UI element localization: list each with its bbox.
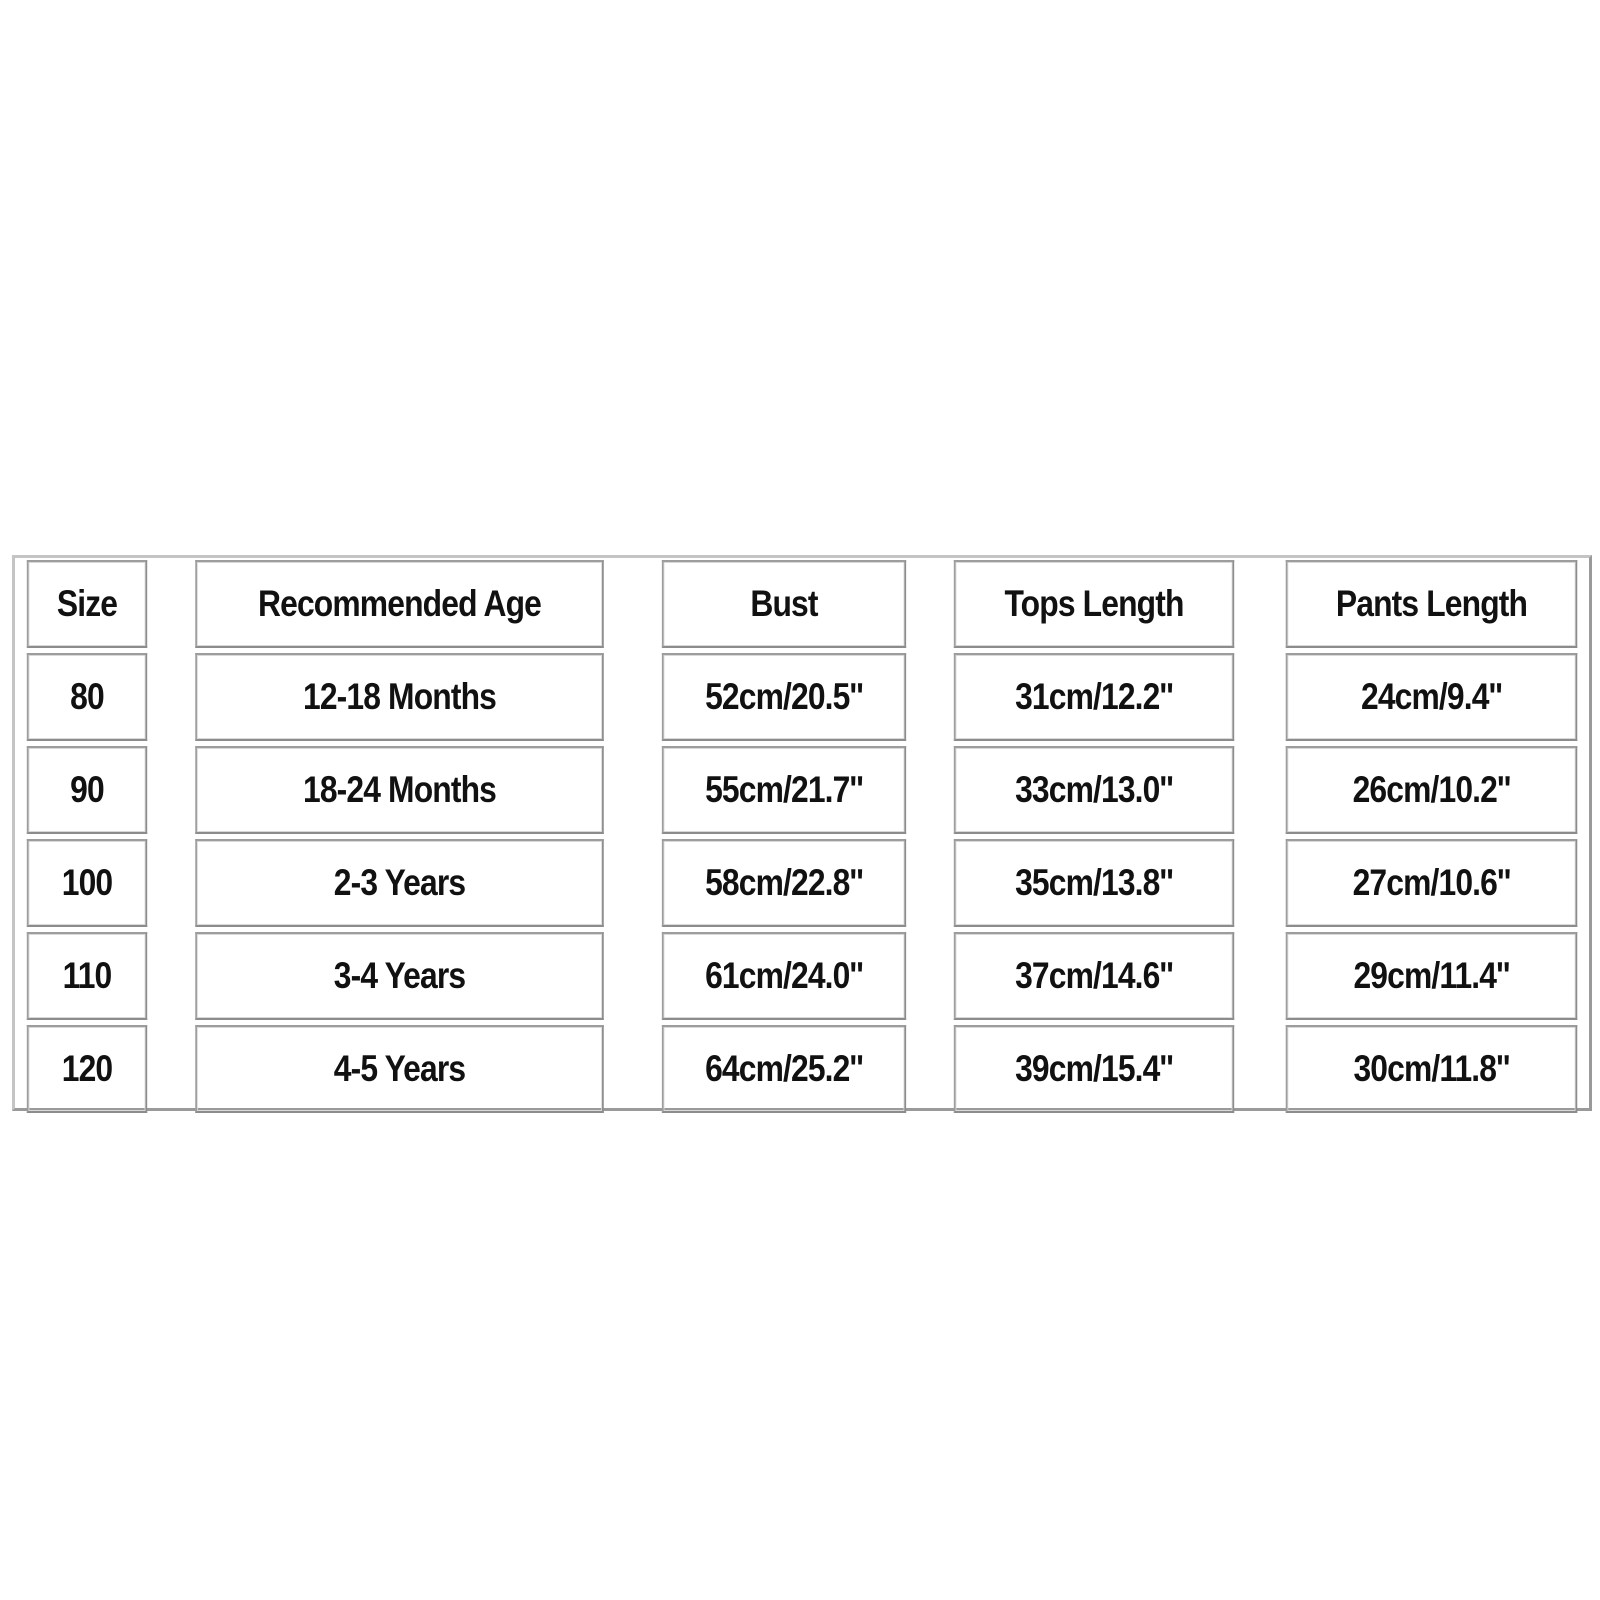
cell-value: 35cm/13.8'' (1015, 862, 1173, 903)
cell-value: 100 (61, 862, 113, 903)
table-cell-size (27, 839, 147, 927)
header-size (27, 560, 147, 648)
table-cell-age (195, 746, 604, 834)
cell-value: 39cm/15.4'' (1015, 1048, 1173, 1089)
table-cell-pants-length (1286, 839, 1578, 927)
header-label: Pants Length (1335, 583, 1528, 624)
cell-value: 64cm/25.2'' (705, 1048, 863, 1089)
cell-value: 120 (61, 1048, 113, 1089)
cell-value: 31cm/12.2'' (1015, 676, 1173, 717)
cell-value: 4-5 Years (333, 1048, 466, 1089)
table-cell-age (195, 932, 604, 1020)
table-cell-bust (662, 1025, 906, 1113)
header-label: Bust (750, 583, 818, 624)
table-cell-size (27, 653, 147, 741)
table-cell-tops-length (954, 839, 1234, 927)
cell-value: 37cm/14.6'' (1015, 955, 1173, 996)
table-cell-age (195, 653, 604, 741)
table-cell-tops-length (954, 1025, 1234, 1113)
cell-value: 2-3 Years (333, 862, 466, 903)
cell-value: 29cm/11.4'' (1353, 955, 1510, 996)
table-cell-tops-length (954, 653, 1234, 741)
cell-value: 33cm/13.0'' (1015, 769, 1173, 810)
cell-value: 58cm/22.8'' (705, 862, 863, 903)
cell-value: 55cm/21.7'' (705, 769, 863, 810)
cell-value: 80 (70, 676, 104, 717)
size-chart-table (12, 555, 1592, 1111)
cell-value: 52cm/20.5'' (705, 676, 863, 717)
table-cell-bust (662, 839, 906, 927)
table-cell-size (27, 746, 147, 834)
header-pants-length (1286, 560, 1578, 648)
header-label: Size (56, 583, 118, 624)
cell-value: 18-24 Months (302, 769, 497, 810)
table-cell-size (27, 1025, 147, 1113)
table-cell-tops-length (954, 932, 1234, 1020)
cell-value: 3-4 Years (333, 955, 466, 996)
cell-value: 27cm/10.6'' (1352, 862, 1511, 903)
table-cell-age (195, 839, 604, 927)
header-recommended-age (195, 560, 604, 648)
table-cell-bust (662, 653, 906, 741)
table-cell-age (195, 1025, 604, 1113)
table-cell-pants-length (1286, 1025, 1578, 1113)
table-cell-bust (662, 746, 906, 834)
cell-value: 30cm/11.8'' (1353, 1048, 1510, 1089)
cell-value: 24cm/9.4'' (1360, 676, 1502, 717)
table-cell-bust (662, 932, 906, 1020)
table-cell-pants-length (1286, 932, 1578, 1020)
header-label: Recommended Age (258, 583, 541, 624)
header-bust (662, 560, 906, 648)
cell-value: 61cm/24.0'' (705, 955, 863, 996)
table-cell-pants-length (1286, 653, 1578, 741)
header-tops-length (954, 560, 1234, 648)
cell-value: 110 (62, 955, 112, 996)
table-cell-tops-length (954, 746, 1234, 834)
cell-value: 90 (70, 769, 104, 810)
header-label: Tops Length (1004, 583, 1184, 624)
table-cell-size (27, 932, 147, 1020)
cell-value: 26cm/10.2'' (1352, 769, 1511, 810)
table-cell-pants-length (1286, 746, 1578, 834)
cell-value: 12-18 Months (302, 676, 497, 717)
